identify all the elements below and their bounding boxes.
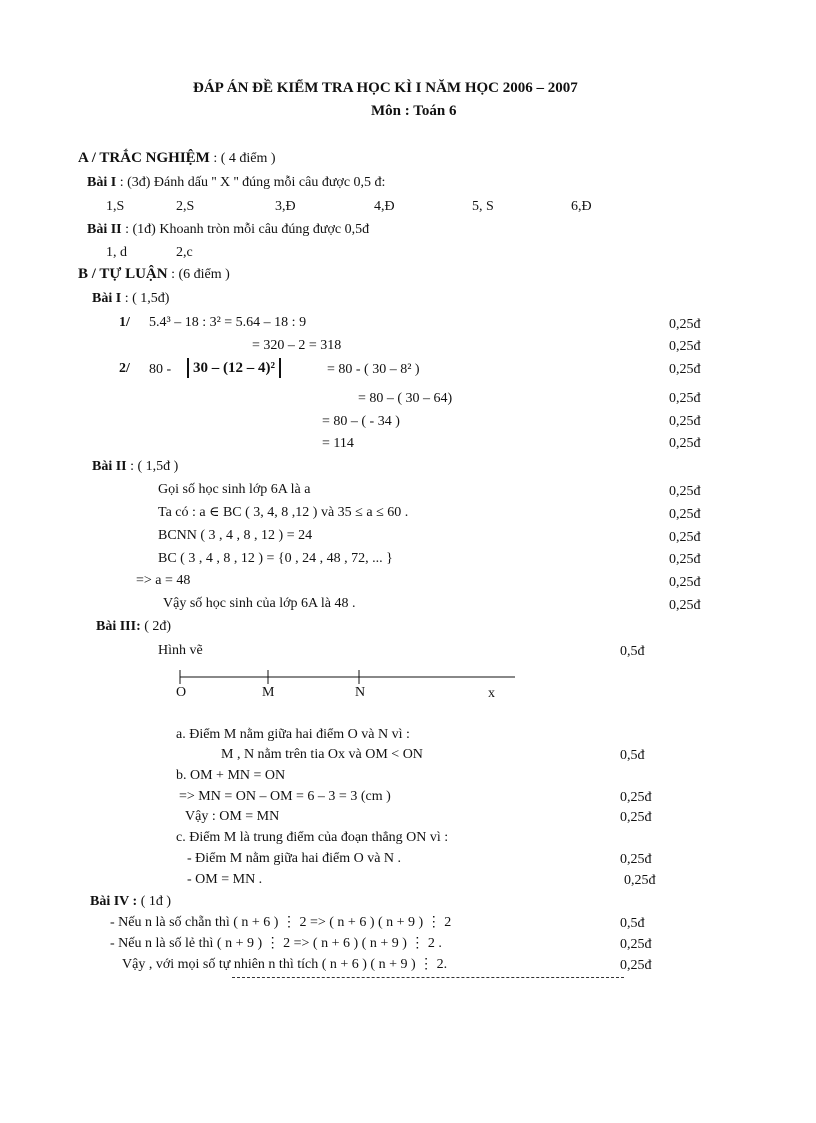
score-b1-3: 0,25đ — [669, 362, 701, 377]
point-n-label: N — [355, 685, 366, 700]
score-b2-6: 0,25đ — [669, 598, 701, 613]
q2-line4: = 114 — [322, 436, 354, 451]
score-b1-6: 0,25đ — [669, 436, 701, 451]
b-bai1-heading — [92, 290, 169, 307]
score-b4-2: 0,25đ — [620, 937, 652, 952]
score-figure: 0,5đ — [620, 644, 645, 659]
b3-line5: Vậy : OM = MN — [185, 809, 280, 824]
answer-a1-4: 4,Đ — [374, 199, 395, 214]
point-m-label: M — [262, 685, 275, 700]
score-b3-4: 0,25đ — [620, 852, 652, 867]
score-b2-1: 0,25đ — [669, 484, 701, 499]
score-b3-1: 0,5đ — [620, 748, 645, 763]
ray-figure — [170, 665, 530, 705]
answer-a1-1: 1,S — [106, 199, 125, 214]
score-b1-4: 0,25đ — [669, 391, 701, 406]
b3-line7: - Điểm M nằm giữa hai điểm O và N . — [187, 851, 402, 866]
figure-label: Hình vẽ — [158, 643, 203, 658]
b3-line8: - OM = MN . — [187, 872, 263, 887]
b-bai1-points: : ( 1,5đ) — [121, 291, 170, 306]
b-bai3-points: ( 2đ) — [140, 619, 172, 634]
part-a-bai2 — [87, 221, 369, 238]
score-b2-2: 0,25đ — [669, 507, 701, 522]
end-divider — [232, 977, 624, 978]
score-b3-3: 0,25đ — [620, 810, 652, 825]
b3-line3: b. OM + MN = ON — [176, 768, 286, 783]
part-a-bai2-text: : (1đ) Khoanh tròn mỗi câu đúng được 0,5đ — [121, 222, 370, 237]
b3-line6: c. Điểm M là trung điểm của đoạn thẳng ON vì : — [176, 830, 449, 845]
part-b-points: : (6 điểm ) — [167, 267, 230, 282]
part-a-heading — [78, 150, 276, 167]
score-b4-1: 0,5đ — [620, 916, 645, 931]
q1-label: 1/ — [119, 315, 130, 330]
point-x-label: x — [488, 686, 495, 701]
b3-line4: => MN = ON – OM = 6 – 3 = 3 (cm ) — [179, 789, 391, 804]
answer-a2-1: 1, d — [106, 245, 127, 260]
answer-a1-3: 3,Đ — [275, 199, 296, 214]
b-bai2-label: Bài II — [92, 459, 127, 474]
answer-a1-2: 2,S — [176, 199, 195, 214]
b2-line6: Vậy số học sinh của lớp 6A là 48 . — [163, 596, 356, 611]
point-o-label: O — [176, 685, 187, 700]
score-b1-5: 0,25đ — [669, 414, 701, 429]
part-a-bai1-label: Bài I — [87, 175, 117, 190]
answer-a1-5: 5, S — [472, 199, 494, 214]
q2-line1: = 80 - ( 30 – 8² ) — [327, 362, 420, 377]
b3-line1: a. Điểm M nằm giữa hai điểm O và N vì : — [176, 727, 410, 742]
b-bai4-label: Bài IV : — [90, 894, 138, 909]
part-a-bai2-label: Bài II — [87, 222, 122, 237]
b3-line2: M , N nằm trên tia Ox và OM < ON — [221, 747, 423, 762]
b-bai3-heading — [96, 618, 171, 635]
part-b-heading — [78, 266, 230, 283]
q1-line2: = 320 – 2 = 318 — [252, 338, 342, 353]
b-bai2-points: : ( 1,5đ ) — [126, 459, 179, 474]
q1-line1: 5.4³ – 18 : 3² = 5.64 – 18 : 9 — [149, 315, 307, 330]
score-b4-3: 0,25đ — [620, 958, 652, 973]
q2-bracket-expression: 30 – (12 – 4)² — [187, 358, 281, 378]
b-bai2-heading — [92, 458, 178, 475]
score-b1-2: 0,25đ — [669, 339, 701, 354]
score-b2-5: 0,25đ — [669, 575, 701, 590]
q2-line3: = 80 – ( - 34 ) — [322, 414, 400, 429]
part-a-bai1-text: : (3đ) Đánh dấu '' X '' đúng mỗi câu được 0,5 đ: — [116, 175, 386, 190]
answer-a2-2: 2,c — [176, 245, 193, 260]
b-bai3-label: Bài III: — [96, 619, 141, 634]
b2-line4: BC ( 3 , 4 , 8 , 12 ) = {0 , 24 , 48 , 72, ... } — [158, 551, 393, 566]
b4-line2: - Nếu n là số lẻ thì ( n + 9 ) ⋮ 2 => ( n + 6 ) ( n + 9 ) ⋮ 2 . — [110, 936, 442, 951]
part-a-points: : ( 4 điểm ) — [209, 151, 276, 166]
part-a-bai1 — [87, 174, 385, 191]
q2-label: 2/ — [119, 361, 130, 376]
b2-line2: Ta có : a ∈ BC ( 3, 4, 8 ,12 ) và 35 ≤ a ≤ 60 . — [158, 505, 409, 520]
score-b2-4: 0,25đ — [669, 552, 701, 567]
score-b1-1: 0,25đ — [669, 317, 701, 332]
score-b2-3: 0,25đ — [669, 530, 701, 545]
score-b3-2: 0,25đ — [620, 790, 652, 805]
b-bai4-heading — [90, 893, 171, 910]
doc-subject: Môn : Toán 6 — [371, 103, 457, 119]
answer-a1-6: 6,Đ — [571, 199, 592, 214]
q2-prefix: 80 - — [149, 362, 172, 377]
b2-line5: => a = 48 — [136, 573, 191, 588]
part-a-title: A / TRẮC NGHIỆM — [78, 150, 210, 166]
b-bai4-points: ( 1đ ) — [137, 894, 172, 909]
doc-title: ĐÁP ÁN ĐỀ KIỂM TRA HỌC KÌ I NĂM HỌC 2006 – 2007 — [193, 80, 578, 96]
part-b-title: B / TỰ LUẬN — [78, 266, 168, 282]
b2-line1: Gọi số học sinh lớp 6A là a — [158, 482, 311, 497]
b-bai1-label: Bài I — [92, 291, 122, 306]
b4-line3: Vậy , với mọi số tự nhiên n thì tích ( n + 6 ) ( n + 9 ) ⋮ 2. — [122, 957, 448, 972]
b4-line1: - Nếu n là số chẵn thì ( n + 6 ) ⋮ 2 => ( n + 6 ) ( n + 9 ) ⋮ 2 — [110, 915, 452, 930]
q2-line2: = 80 – ( 30 – 64) — [358, 391, 453, 406]
score-b3-5: 0,25đ — [624, 873, 656, 888]
b2-line3: BCNN ( 3 , 4 , 8 , 12 ) = 24 — [158, 528, 313, 543]
